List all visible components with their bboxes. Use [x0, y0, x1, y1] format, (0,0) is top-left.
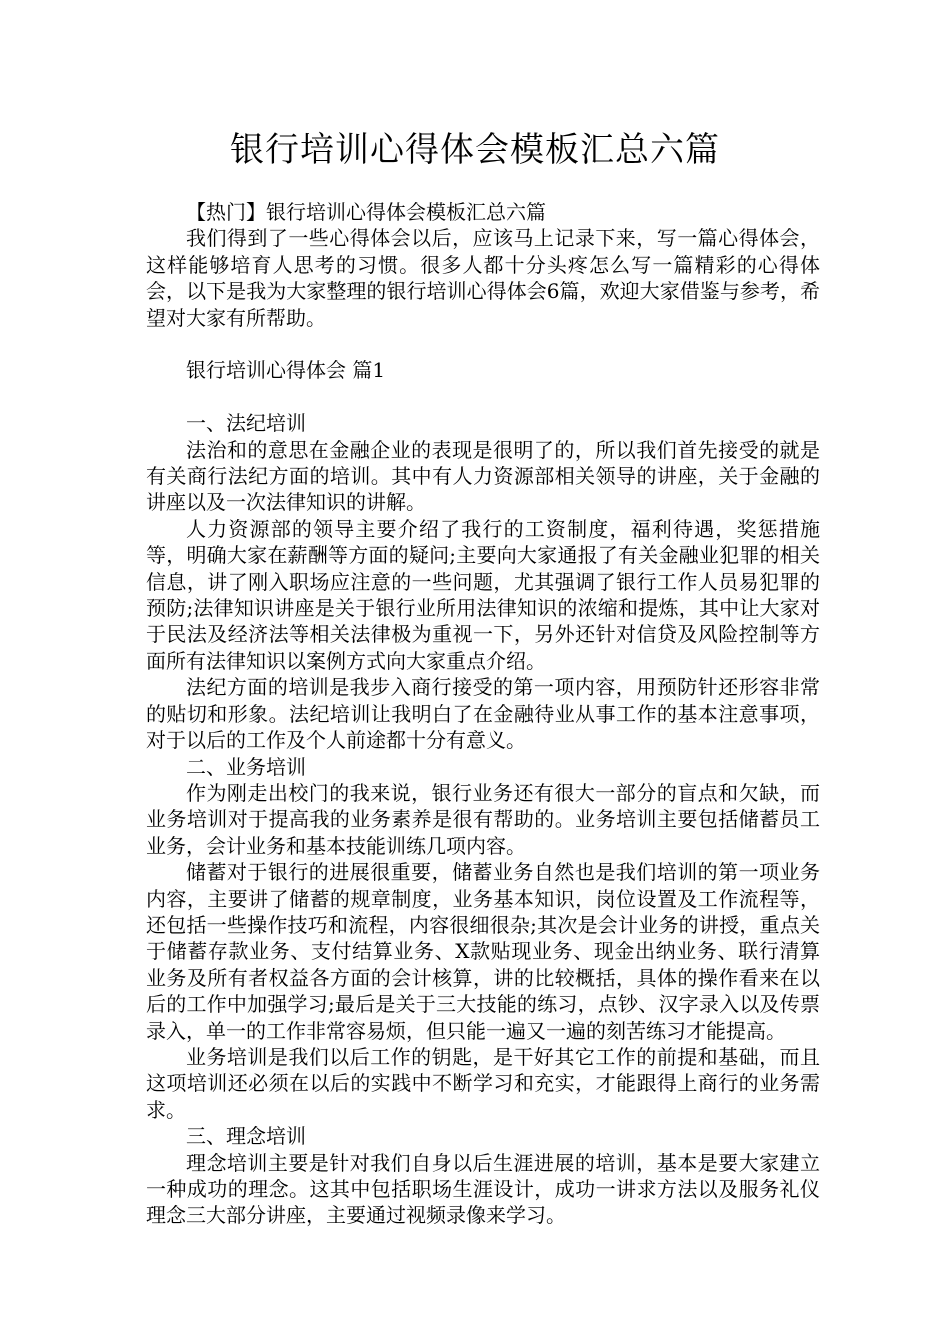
article-heading: 银行培训心得体会 篇1: [186, 358, 386, 383]
document-body: [146, 199, 820, 1229]
body-paragraph: 法纪方面的培训是我步入商行接受的第一项内容，用预防针还形容非常的贴切和形象。法纪培训让我明白了在金融待业从事工作的基本注意事项，对于以后的工作及个人前途都十分有意义。: [146, 675, 820, 753]
spacer: [146, 384, 820, 410]
section-heading-2: 二、业务培训: [186, 754, 306, 779]
body-paragraph: 人力资源部的领导主要介绍了我行的工资制度，福利待遇，奖惩措施等，明确大家在薪酬等方面的疑问;主要向大家通报了有关金融业犯罪的相关信息，讲了刚入职场应注意的一些问题，尤其强调了银行工作人员易犯罪的预防;法律知识讲座是关于银行业所用法律知识的浓缩和提炼，其中让大家对于民法及经济法等相关法律极为重视一下，另外还针对信贷及风险控制等方面所有法律知识以案例方式向大家重点介绍。: [146, 516, 820, 673]
body-paragraph: 储蓄对于银行的进展很重要，储蓄业务自然也是我们培训的第一项业务内容，主要讲了储蓄的规章制度，业务基本知识，岗位设置及工作流程等，还包括一些操作技巧和流程，内容很细很杂;其次是会计业务的讲授，重点关于储蓄存款业务、支付结算业务、X款贴现业务、现金出纳业务、联行清算业务及所有者权益各方面的会计核算，讲的比较概括，具体的操作看来在以后的工作中加强学习;最后是关于三大技能的练习，点钞、汉字录入以及传票录入，单一的工作非常容易烦，但只能一遍又一遍的刻苦练习才能提高。: [146, 860, 820, 1043]
intro-paragraph: 我们得到了一些心得体会以后，应该马上记录下来，写一篇心得体会，这样能够培育人思考的习惯。很多人都十分头疼怎么写一篇精彩的心得体会，以下是我为大家整理的银行培训心得体会6篇，欢迎大家借鉴与参考，希望对大家有所帮助。: [146, 226, 820, 330]
document-title: 银行培训心得体会模板汇总六篇: [230, 130, 720, 170]
body-paragraph: 作为刚走出校门的我来说，银行业务还有很大一部分的盲点和欠缺，而业务培训对于提高我的业务素养是很有帮助的。业务培训主要包括储蓄员工业务，会计业务和基本技能训练几项内容。: [146, 780, 820, 858]
body-paragraph: 业务培训是我们以后工作的钥匙，是干好其它工作的前提和基础，而且这项培训还必须在以后的实践中不断学习和充实，才能跟得上商行的业务需求。: [146, 1044, 820, 1122]
body-paragraph: 理念培训主要是针对我们自身以后生涯进展的培训，基本是要大家建立一种成功的理念。这其中包括职场生涯设计，成功一讲求方法以及服务礼仪理念三大部分讲座，主要通过视频录像来学习。: [146, 1150, 820, 1228]
section-heading-1: 一、法纪培训: [186, 411, 306, 436]
section-heading-3: 三、理念培训: [186, 1124, 306, 1149]
intro-heading: 【热门】银行培训心得体会模板汇总六篇: [186, 200, 546, 224]
body-paragraph: 法治和的意思在金融企业的表现是很明了的，所以我们首先接受的就是有关商行法纪方面的培训。其中有人力资源部相关领导的讲座，关于金融的讲座以及一次法律知识的讲解。: [146, 437, 820, 515]
spacer: [146, 331, 820, 357]
